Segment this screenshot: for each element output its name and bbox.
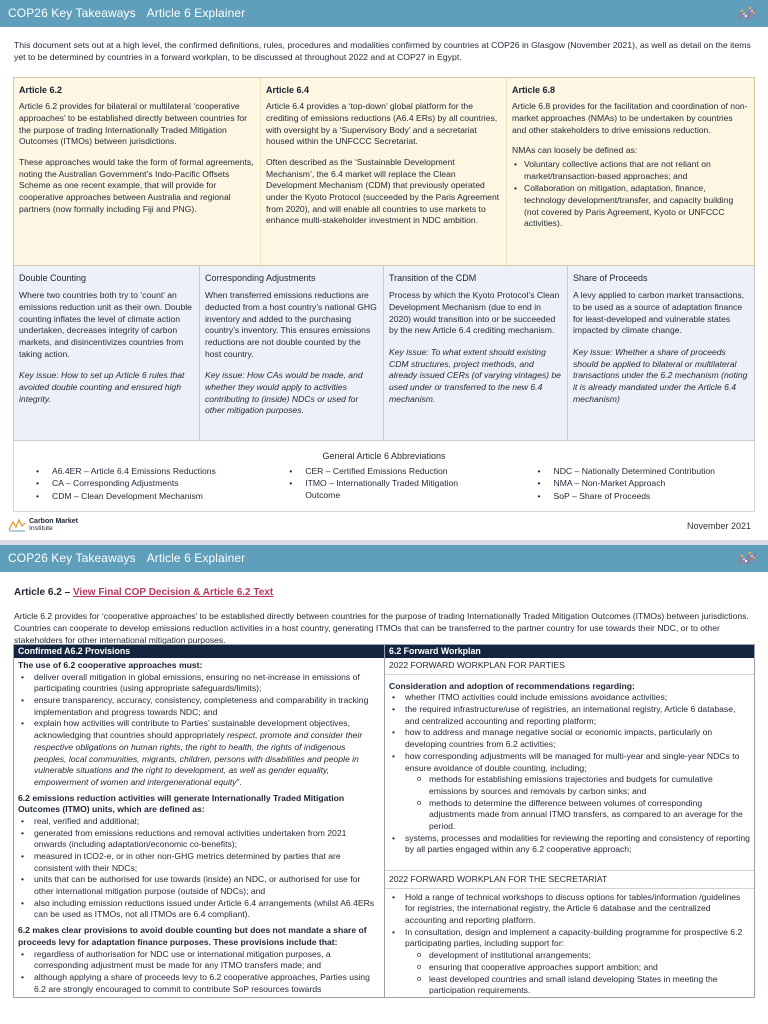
column-header: Confirmed A6.2 Provisions — [14, 645, 384, 658]
concepts-row — [13, 266, 755, 441]
subheading: 6.2 emissions reduction activities will generate Internationally Traded Mitigation Outcomes (ITMO) units, which are defined as: — [18, 792, 345, 815]
column-header: 6.2 Forward Workplan — [385, 645, 754, 658]
key-issue: Key issue: To what extent should existing CDM structures, project methods, and already issued CERs (of varying vintages) be used under or transferred to the new 6.4 mechanism. — [389, 346, 561, 404]
list-item: • the required infrastructure/use of registries, an international registry, Article 6 database, and centralized accounting and reporting platform; — [405, 704, 750, 727]
sub-list — [389, 950, 750, 997]
card-text: Often described as the ‘Sustainable Development Mechanism’, the 6.4 market will replace the Clean Development Mechanism (CDM) that previously operated under the Kyoto Protocol (succeeded by the Paris Agreement from 2020), and will enable all countries to use markets to enhance multi-stakeholder investment in NDC ambition. — [266, 156, 500, 226]
key-issue: Key issue: Whether a share of proceeds should be applied to bilateral or multilateral transactions under the 6.2 mechanism (noting it is already mandated under the Article 6.4 mechanism) — [573, 346, 748, 404]
list-item: • Voluntary collective actions that are not reliant on market/transaction-based approaches; and — [524, 159, 749, 182]
list-item: • ITMO – Internationally Traded Mitigation Outcome — [287, 478, 477, 501]
card-text: Article 6.8 provides for the facilitation and coordination of non-market approaches (NMAs) to be undertaken by countries and other stakeholders to drive emissions reduction. — [512, 101, 748, 135]
card-title: Share of Proceeds — [573, 273, 648, 283]
list-item: • CER – Certified Emissions Reduction — [287, 466, 535, 478]
list-item: • how corresponding adjustments will be managed for multi-year and single-year NDCs to ensure avoidance of double counting, including; — [405, 751, 750, 774]
section-intro: Article 6.2 provides for ‘cooperative approaches’ to be established directly between countries for the purpose of trading Internationally Traded Mitigation Outcomes (ITMOs) between jurisdictions. Countries can cooperate to develop emissions reduction activities in a host country, generating ITMOs that can be transferred to the partner country for use towards their NDC, or to other stakeholders for other international mitigation purposes. — [14, 610, 749, 645]
abbreviations-columns — [14, 466, 754, 503]
list-item: • SoP – Share of Proceeds — [536, 491, 754, 503]
workplan-heading: 2022 FORWARD WORKPLAN FOR PARTIES — [389, 660, 565, 670]
workplan-heading: 2022 FORWARD WORKPLAN FOR THE SECRETARIAT — [389, 874, 608, 884]
card-title: Article 6.4 — [266, 85, 310, 95]
network-logo-icon — [736, 3, 758, 23]
bullet-list — [389, 892, 750, 950]
card-text: Article 6.4 provides a ‘top-down’ global platform for the crediting of emissions reductions (A6.4 ERs) by all countries, with oversight by a ‘Supervisory Body’ and a secretariat housed within the UNFCCC Secretariat. — [266, 101, 498, 147]
list-item: • In consultation, design and implement a capacity-building programme for prospective 6.2 participating parties, including support for: — [405, 927, 750, 950]
key-issue: Key issue: How CAs would be made, and whether they would apply to activities contributing to (inside) NDCs or used for other mitigation purposes. — [205, 370, 363, 416]
card-text: A levy applied to carbon market transactions, to be used as a source of adaptation finance for least-developed and vulnerable states impacted by climate change. — [573, 290, 745, 336]
list-item: • how to address and manage negative social or economic impacts, particularly on developing countries from 6.2 activities; — [405, 727, 750, 750]
subheading: Consideration and adoption of recommendations regarding: — [389, 680, 635, 691]
abbreviations-box — [13, 441, 755, 512]
list-item: • units that can be authorised for use towards (inside) an NDC, or authorised for use for other international mitigation purpose (outside of NDCs); and — [34, 874, 380, 897]
abbreviations-list-2 — [287, 466, 535, 503]
section-title: Article 6.2 – View Final COP Decision & Article 6.2 Text — [14, 587, 274, 598]
card-title: Transition of the CDM — [389, 273, 477, 283]
share-of-proceeds-card — [567, 266, 754, 440]
list-item: • also including emission reductions issued under Article 6.4 arrangements (whilst A6.4ERs can be used as ITMOs, not all ITMOs are 6.4 compliant). — [34, 898, 380, 921]
list-item: • explain how activities will contribute to Parties’ sustainable development objectives, acknowledging that countries should appropriately respect, promote and consider their respective obligations on human rights, the right to health, the rights of indigenous peoples, local communities, migrants, children, persons with disabilities and people in vulnerable situations and the right to development, as well as gender equality, empowerment of women and intergenerational equity”. — [34, 718, 380, 788]
footer-date: November 2021 — [686, 521, 751, 531]
corresponding-adjustments-card — [199, 266, 383, 440]
provisions-table — [13, 644, 755, 998]
card-text: NMAs can loosely be defined as: — [512, 145, 638, 156]
intro-text: This document sets out at a high level, the confirmed definitions, rules, procedures and modalities confirmed by countries at COP26 in Glasgow (November 2021), as well as detail on the items yet to be determined by countries in a forward workplan, to be discussed at throughout 2022 and at COP27 in Egypt. — [14, 40, 751, 63]
list-item: • CDM – Clean Development Mechanism — [34, 491, 287, 503]
list-item: • real, verified and additional; — [34, 816, 380, 828]
cmi-logo-icon — [8, 518, 26, 532]
card-text: These approaches would take the form of formal agreements, noting the Australian Government’s Indo-Pacific Offsets Scheme as one recent example, that will provide for cooperative approaches between Australia and regional partners (now formally including Fiji and PNG). — [19, 156, 254, 214]
page-header — [0, 0, 768, 27]
final-decision-link[interactable]: View Final COP Decision & Article 6.2 Text — [72, 587, 274, 598]
card-text: When transferred emissions reductions are deducted from a host country’s national GHG inventory and added to the purchasing country’s inventory. This ensures emissions reductions are not double counted by the host country. — [205, 290, 377, 359]
cmi-name: Carbon Market Institute — [29, 518, 79, 533]
article-6-4-card — [260, 78, 506, 265]
list-item: o least developed countries and small island developing States in meeting the participation requirements. — [429, 974, 750, 997]
page-header — [0, 545, 768, 572]
list-item: • ensure transparency, accuracy, consistency, completeness and comparability in tracking implementation and progress towards NDC; and — [34, 695, 380, 718]
abbreviations-title: General Article 6 Abbreviations — [322, 451, 446, 461]
card-text: Article 6.2 provides for bilateral or multilateral ‘cooperative approaches’ to be established directly between countries for the purpose of trading Internationally Traded Mitigation Outcomes (ITMOs) between jurisdictions. — [19, 101, 248, 147]
sub-list — [389, 774, 750, 832]
forward-workplan-column — [384, 644, 755, 998]
list-item: o methods to determine the difference between volumes of corresponding adjustments made from annual ITMO transfers, as compared to an average for the period. — [429, 798, 750, 833]
confirmed-provisions-column — [13, 644, 384, 998]
bullet-list — [18, 949, 380, 996]
double-counting-card — [14, 266, 199, 440]
list-item: o ensuring that cooperative approaches support ambition; and — [429, 962, 750, 974]
list-item: • deliver overall mitigation in global emissions, ensuring no net-increase in emissions of participating countries (using appropriate safeguards/limits); — [34, 672, 380, 695]
list-item: • CA – Corresponding Adjustments — [34, 478, 287, 490]
abbreviations-list-1 — [34, 466, 287, 503]
list-item: o development of institutional arrangements; — [429, 950, 750, 962]
card-title: Double Counting — [19, 273, 87, 283]
bullet-list — [18, 816, 380, 921]
card-title: Corresponding Adjustments — [205, 273, 316, 283]
article-6-2-card — [14, 78, 260, 265]
key-issue: Key issue: How to set up Article 6 rules that avoided double counting and ensured high integrity. — [19, 370, 185, 404]
list-item: • although applying a share of proceeds levy to 6.2 cooperative approaches, Parties using 6.2 are strongly encouraged to commit to contribute SoP resources towards — [34, 972, 380, 995]
list-item: o methods for establishing emissions trajectories and budgets for cumulative emissions by sources and removals by carbon sinks; and — [429, 774, 750, 797]
nma-list — [512, 159, 749, 230]
page-footer — [8, 518, 758, 538]
subheading: The use of 6.2 cooperative approaches must: — [18, 660, 203, 670]
list-item: • Hold a range of technical workshops to discuss options for tables/information /guidelines for registries, the international registry, the Article 6 database and the centralized accounting and reporting platform. — [405, 892, 750, 927]
articles-row — [13, 77, 755, 266]
network-logo-icon — [736, 548, 758, 568]
bullet-list — [389, 833, 750, 856]
header-title: COP26 Key Takeaways Article 6 Explainer — [8, 551, 246, 566]
card-title: Article 6.2 — [19, 85, 63, 95]
list-item: • whether ITMO activities could include emissions avoidance activities; — [405, 692, 750, 704]
page-2 — [0, 545, 768, 1024]
card-text: Where two countries both try to ‘count’ an emissions reduction unit as their own. Double counting inflates the level of climate action undertaken, decreases integrity of carbon markets, and disincentivizes countries from taking action. — [19, 290, 192, 359]
list-item: • A6.4ER – Article 6.4 Emissions Reductions — [34, 466, 287, 478]
card-title: Article 6.8 — [512, 85, 556, 95]
header-title: COP26 Key Takeaways Article 6 Explainer — [8, 6, 246, 21]
card-text: Process by which the Kyoto Protocol’s Clean Development Mechanism (due to end in 2020) would transition into or be succeeded by the new Article 6.4 crediting mechanism. — [389, 290, 560, 336]
subheading: 6.2 makes clear provisions to avoid double counting but does not mandate a share of proceeds levy for adaptation finance purposes. These provisions include that: — [18, 925, 367, 947]
column-body — [14, 658, 384, 995]
list-item: • generated from emissions reductions and removal activities undertaken from 2021 onwards (including adaptation/economic co-benefits); — [34, 828, 380, 851]
bullet-list — [389, 692, 750, 774]
list-item: • Collaboration on mitigation, adaptation, finance, technology development/transfer, and capacity building (not covered by Paris Agreement, Kyoto or UNFCCC activities). — [524, 183, 749, 230]
list-item: • systems, processes and modalities for reviewing the reporting and consistency of reporting by all parties engaged within any 6.2 cooperative approach; — [405, 833, 750, 856]
cdm-transition-card — [383, 266, 567, 440]
bullet-list — [18, 672, 380, 789]
column-body — [385, 658, 754, 997]
list-item: • NMA – Non-Market Approach — [536, 478, 754, 490]
cmi-logo — [8, 518, 758, 532]
article-6-8-card — [506, 78, 754, 265]
abbreviations-list-3 — [536, 466, 754, 503]
list-item: • NDC – Nationally Determined Contribution — [536, 466, 754, 478]
list-item: • regardless of authorisation for NDC use or international mitigation purposes, a corresponding adjustment must be made for any ITMO transfers made; and — [34, 949, 380, 972]
list-item: • measured in tCO2-e, or in other non-GHG metrics determined by parties that are consistent with their NDCs; — [34, 851, 380, 874]
